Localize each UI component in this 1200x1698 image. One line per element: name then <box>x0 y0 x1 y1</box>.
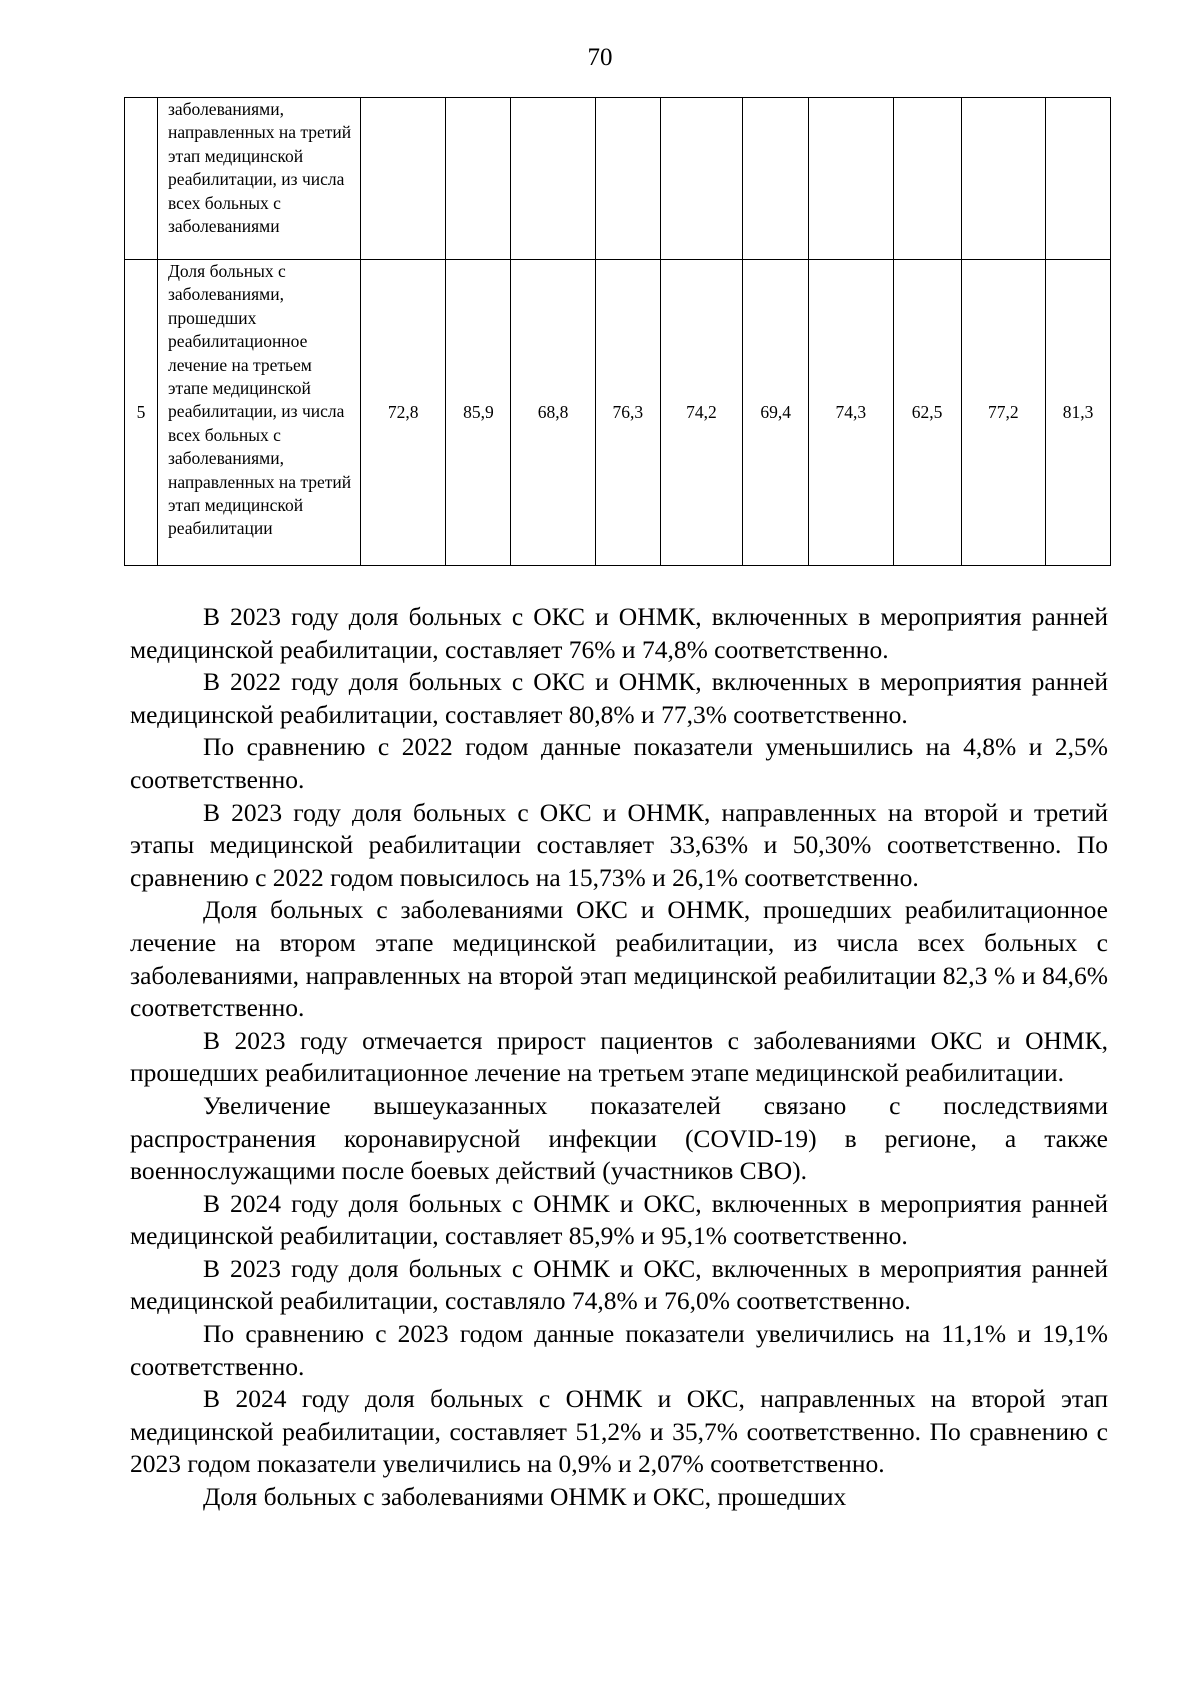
paragraph: Увеличение вышеуказанных показателей связано с последствиями распространения коронавирусной инфекции (COVID-19) в регионе, а также военнослужащими после боевых действий (участников СВО). <box>130 1090 1108 1186</box>
indicator-table <box>124 97 1111 566</box>
value-cell <box>511 98 595 260</box>
value-cell <box>360 98 446 260</box>
row-number-cell: 5 <box>125 260 158 566</box>
value-cell: 85,9 <box>446 260 511 566</box>
value-cell <box>743 98 809 260</box>
value-cell <box>961 98 1045 260</box>
value-cell: 77,2 <box>961 260 1045 566</box>
value-cell: 68,8 <box>511 260 595 566</box>
paragraph: Доля больных с заболеваниями ОКС и ОНМК, прошедших реабилитационное лечение на втором этапе медицинской реабилитации, из числа всех больных с заболеваниями, направленных на второй этап медицинской реабилитации 82,3 % и 84,6% соответственно. <box>130 895 1108 1023</box>
indicator-name-cell: Доля больных с заболеваниями, прошедших реабилитационное лечение на третьем этапе медицинской реабилитации, из числа всех больных с заболеваниями, направленных на третий этап медицинской реабилитации <box>157 260 360 566</box>
value-cell: 69,4 <box>743 260 809 566</box>
value-cell: 72,8 <box>360 260 446 566</box>
paragraph: Доля больных с заболеваниями ОНМК и ОКС, прошедших <box>203 1482 847 1512</box>
paragraph: В 2023 году доля больных с ОНМК и ОКС, включенных в мероприятия ранней медицинской реабилитации, составляло 74,8% и 76,0% соответственно. <box>130 1253 1108 1316</box>
value-cell <box>446 98 511 260</box>
value-cell <box>595 98 660 260</box>
paragraph: В 2024 году доля больных с ОНМК и ОКС, включенных в мероприятия ранней медицинской реабилитации, составляет 85,9% и 95,1% соответственно. <box>130 1188 1108 1251</box>
body-text <box>130 601 1108 1514</box>
paragraph: В 2023 году доля больных с ОКС и ОНМК, включенных в мероприятия ранней медицинской реабилитации, составляет 76% и 74,8% соответственно. <box>130 602 1108 664</box>
paragraph: В 2024 году доля больных с ОНМК и ОКС, направленных на второй этап медицинской реабилитации, составляет 51,2% и 35,7% соответственно. По сравнению с 2023 годом показатели увеличились на 0,9% и 2,07% соответственно. <box>130 1384 1108 1479</box>
indicator-name-cell: заболеваниями, направленных на третий этап медицинской реабилитации, из числа всех больных с заболеваниями <box>157 98 360 260</box>
value-cell: 62,5 <box>893 260 961 566</box>
value-cell <box>660 98 742 260</box>
value-cell: 81,3 <box>1046 260 1111 566</box>
value-cell <box>893 98 961 260</box>
row-number-cell <box>125 98 158 260</box>
paragraph: В 2023 году доля больных с ОКС и ОНМК, направленных на второй и третий этапы медицинской реабилитации составляет 33,63% и 50,30% соответственно. По сравнению с 2022 годом повысилось на 15,73% и 26,1% соответственно. <box>130 797 1108 892</box>
value-cell: 76,3 <box>595 260 660 566</box>
paragraph: В 2022 году доля больных с ОКС и ОНМК, включенных в мероприятия ранней медицинской реабилитации, составляет 80,8% и 77,3% соответственно. <box>130 667 1108 729</box>
paragraph: В 2023 году отмечается прирост пациентов с заболеваниями ОКС и ОНМК, прошедших реабилитационное лечение на третьем этапе медицинской реабилитации. <box>130 1025 1108 1088</box>
page-number: 70 <box>587 44 613 71</box>
value-cell <box>809 98 893 260</box>
value-cell: 74,3 <box>809 260 893 566</box>
table-row <box>125 98 1111 260</box>
paragraph: По сравнению с 2022 годом данные показатели уменьшились на 4,8% и 2,5% соответственно. <box>130 732 1108 794</box>
paragraph: По сравнению с 2023 годом данные показатели увеличились на 11,1% и 19,1% соответственно. <box>130 1319 1108 1381</box>
table-row <box>125 260 1111 566</box>
value-cell: 74,2 <box>660 260 742 566</box>
value-cell <box>1046 98 1111 260</box>
